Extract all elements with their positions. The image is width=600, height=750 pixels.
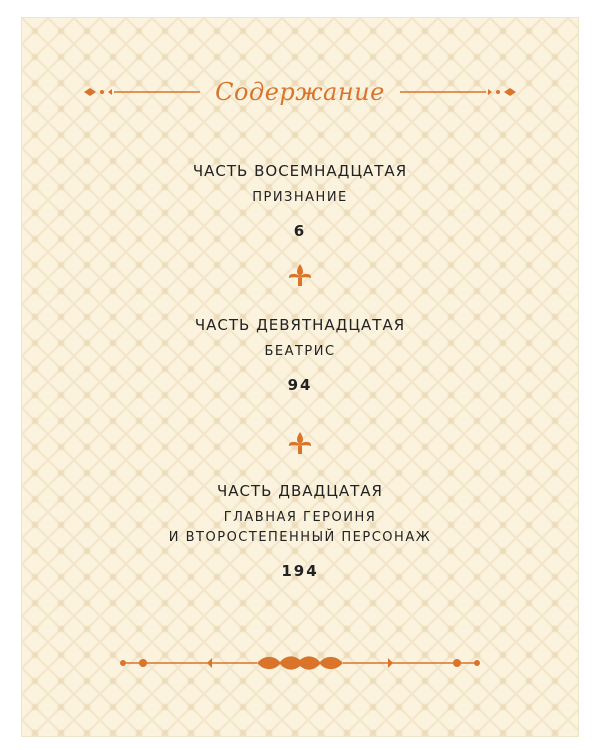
fleur-divider-icon [280, 262, 320, 288]
toc-entry[interactable] [22, 160, 578, 240]
part-page-number: 94 [287, 376, 313, 394]
fleur-divider-icon [280, 430, 320, 456]
part-subtitle: БЕАТРИС [264, 344, 336, 359]
toc-entry[interactable] [22, 314, 578, 394]
part-title: ЧАСТЬ ДВАДЦАТАЯ [217, 482, 383, 500]
toc-page [22, 18, 578, 736]
part-subtitle: ПРИЗНАНИЕ [252, 190, 348, 205]
part-title: ЧАСТЬ ДЕВЯТНАДЦАТАЯ [194, 316, 406, 334]
part-page-number: 194 [281, 562, 319, 580]
bottom-ornament-icon [117, 652, 483, 674]
page-title: Содержание [215, 78, 385, 106]
part-subtitle-line: ГЛАВНАЯ ГЕРОИНЯ [223, 510, 377, 525]
left-flourish-icon [82, 85, 202, 99]
part-subtitle-line: И ВТОРОСТЕПЕННЫЙ ПЕРСОНАЖ [168, 530, 432, 545]
toc-header [82, 74, 518, 110]
part-subtitle [22, 508, 578, 548]
part-page-number: 6 [293, 222, 307, 240]
part-title: ЧАСТЬ ВОСЕМНАДЦАТАЯ [192, 162, 408, 180]
right-flourish-icon [398, 85, 518, 99]
toc-entry[interactable] [22, 480, 578, 580]
